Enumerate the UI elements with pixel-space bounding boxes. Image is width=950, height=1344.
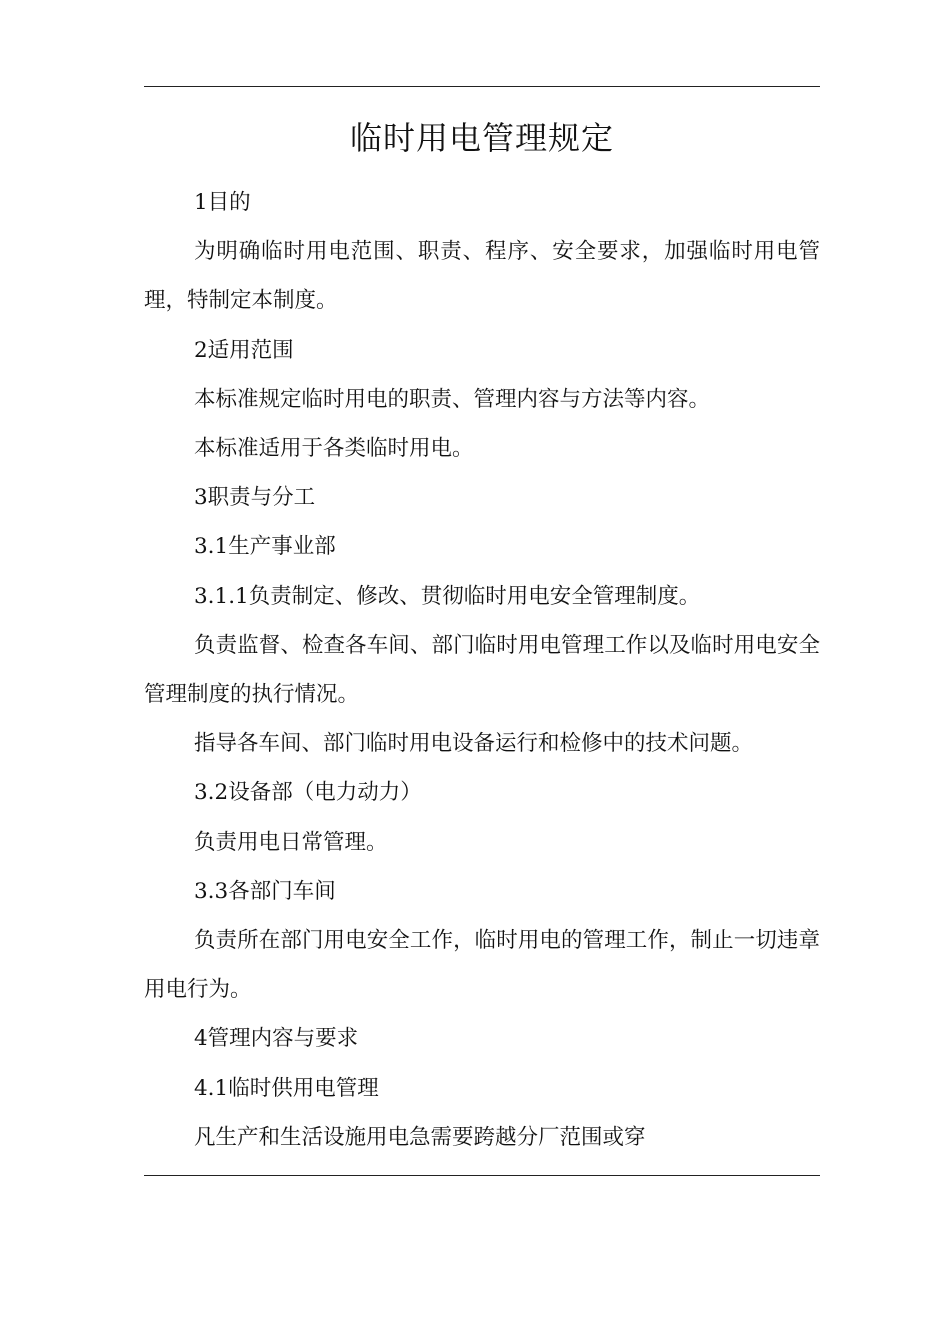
document-title: 临时用电管理规定	[349, 119, 614, 157]
heading-3-1-production: 3.1生产事业部	[194, 534, 336, 560]
paragraph-daily-management: 负责用电日常管理。	[194, 829, 388, 855]
paragraph-scope-2: 本标准适用于各类临时用电。	[194, 436, 474, 462]
heading-3-2-equipment: 3.2设备部（电力动力）	[194, 780, 422, 806]
heading-4-1-temporary-supply: 4.1临时供用电管理	[194, 1075, 379, 1101]
paragraph-purpose: 为明确临时用电范围、职责、程序、安全要求，加强临时用电管理，特制定本制度。	[144, 239, 820, 314]
paragraph-3-1-1: 3.1.1负责制定、修改、贯彻临时用电安全管理制度。	[194, 583, 701, 609]
document-body	[144, 178, 820, 1162]
paragraph-guidance: 指导各车间、部门临时用电设备运行和检修中的技术问题。	[194, 731, 754, 757]
paragraph-scope-1: 本标准规定临时用电的职责、管理内容与方法等内容。	[194, 386, 711, 412]
heading-2-scope: 2适用范围	[194, 337, 294, 363]
heading-3-responsibilities: 3职责与分工	[194, 485, 316, 511]
paragraph-supervision: 负责监督、检查各车间、部门临时用电管理工作以及临时用电安全管理制度的执行情况。	[144, 632, 820, 708]
heading-3-3-departments: 3.3各部门车间	[194, 878, 336, 904]
document-page	[144, 0, 820, 1344]
header-rule	[144, 86, 820, 87]
footer-rule	[144, 1175, 820, 1176]
paragraph-department-duty: 负责所在部门用电安全工作，临时用电的管理工作，制止一切违章用电行为。	[144, 928, 820, 1003]
heading-1-purpose: 1目的	[194, 190, 251, 215]
paragraph-4-1: 凡生产和生活设施用电急需要跨越分厂范围或穿	[194, 1124, 646, 1150]
heading-4-management: 4管理内容与要求	[194, 1026, 359, 1052]
